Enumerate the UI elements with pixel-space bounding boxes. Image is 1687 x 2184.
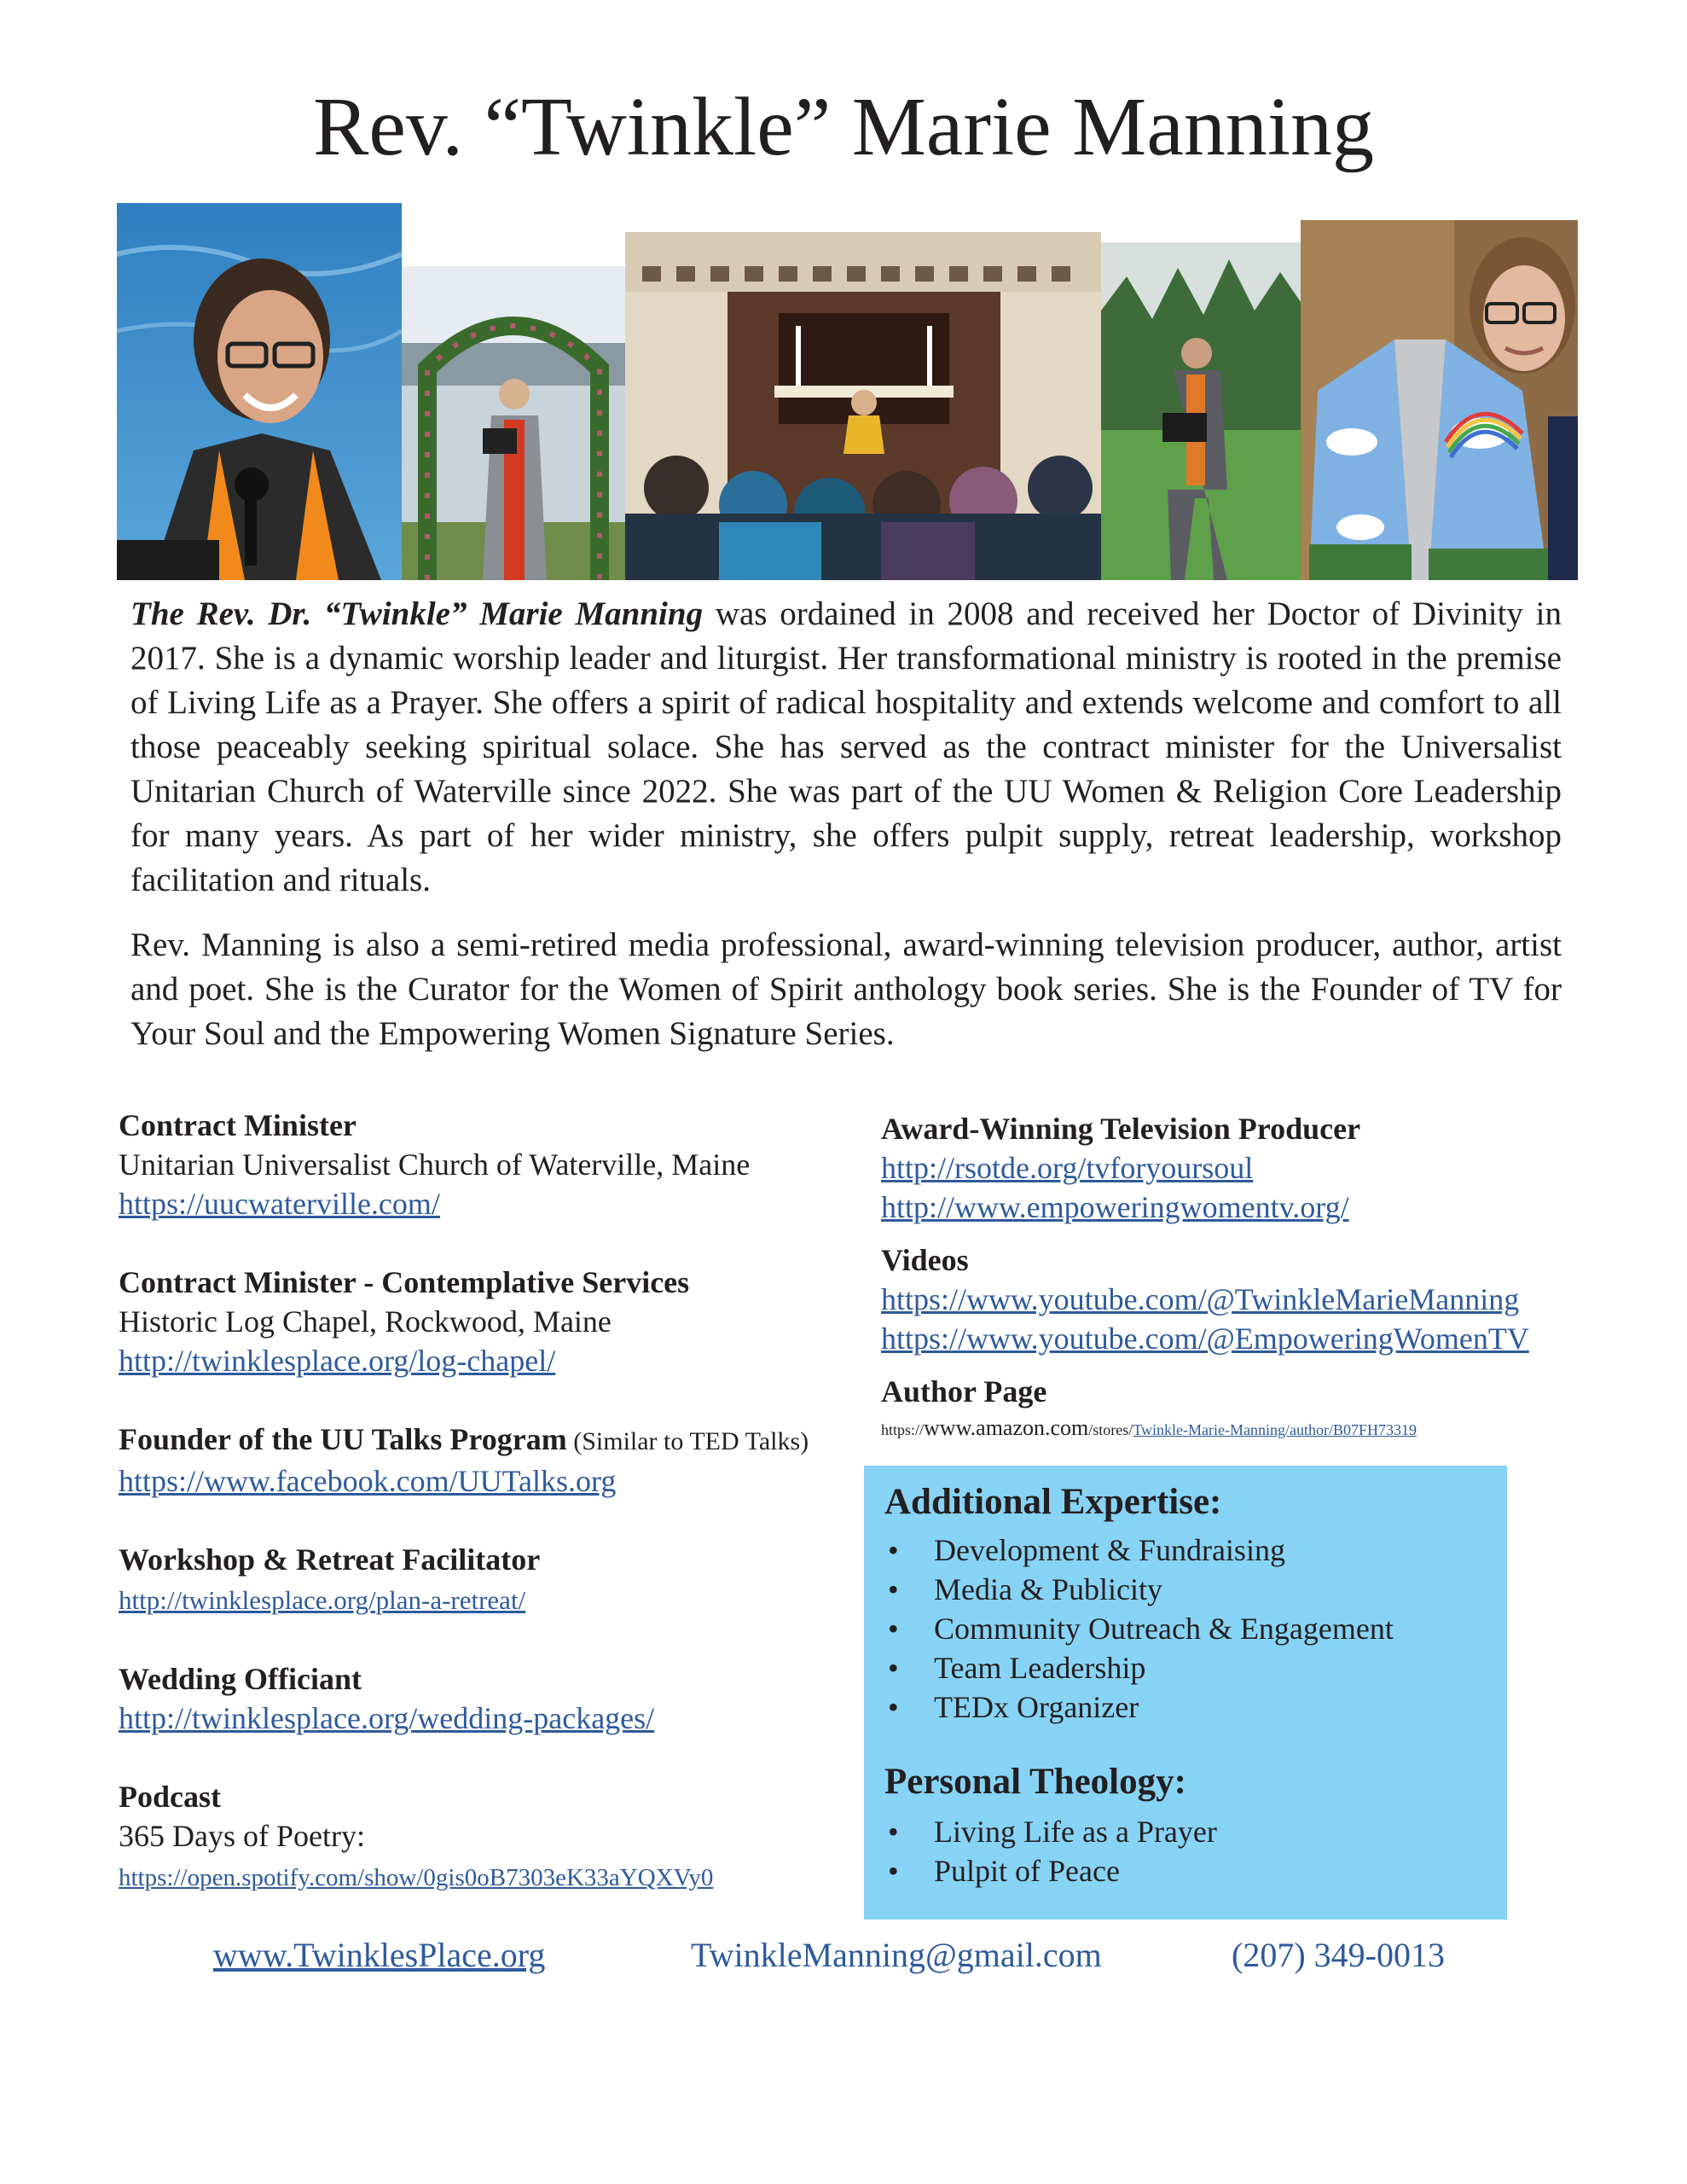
- phone-number: (207) 349-0013: [1232, 1936, 1445, 1974]
- uucwaterville-link[interactable]: https://uucwaterville.com/: [119, 1187, 440, 1221]
- entry-heading: Videos: [881, 1243, 969, 1277]
- list-item: • Living Life as a Prayer: [884, 1812, 1217, 1851]
- list-item: • TEDx Organizer: [884, 1687, 1394, 1727]
- entry-line: Historic Log Chapel, Rockwood, Maine: [119, 1304, 612, 1339]
- bio-paragraph-1: [130, 592, 1562, 903]
- list-item: • Development & Fundraising: [884, 1531, 1394, 1570]
- amazon-author-link[interactable]: Twinkle-Marie-Manning/author/B07FH73319: [1133, 1421, 1417, 1438]
- stole-photo: [1301, 220, 1578, 580]
- church-photo: [625, 232, 1101, 580]
- amazon-prefix: https://: [881, 1421, 925, 1438]
- list-item: • Community Outreach & Engagement: [884, 1609, 1394, 1648]
- page-title: Rev. “Twinkle” Marie Manning: [312, 81, 1375, 173]
- bio-text-1: was ordained in 2008 and received her Doctor of Divinity in 2017. She is a dynamic worship leader and liturgist. Her transformational ministry is rooted in the premise of Living Life as a Prayer. She offers a spirit of radical hospitality and extends welcome and comfort to all those peaceably seeking spiritual solace. She has served as the contract minister for the Universalist Unitarian Church of Waterville since 2022. She was part of the UU Women & Religion Core Leadership for many years. As part of her wider ministry, she offers pulpit supply, retreat leadership, workshop facilitation and rituals.: [130, 595, 1562, 898]
- entry-heading: Workshop & Retreat Facilitator: [119, 1542, 541, 1577]
- entry-podcast: [119, 1777, 861, 1897]
- empoweringwomentv-link[interactable]: http://www.empoweringwomentv.org/: [881, 1190, 1349, 1224]
- entry-contemplative-services: [119, 1263, 861, 1380]
- plan-a-retreat-link[interactable]: http://twinklesplace.org/plan-a-retreat/: [119, 1585, 526, 1615]
- entry-line: Unitarian Universalist Church of Waterville, Maine: [119, 1147, 751, 1182]
- tvforyoursoul-link[interactable]: http://rsotde.org/tvforyoursoul: [881, 1151, 1254, 1185]
- entry-tv-producer: [881, 1109, 1580, 1227]
- entry-heading: Founder of the UU Talks Program: [119, 1422, 567, 1456]
- wedding-photo: [402, 266, 625, 580]
- entry-line: 365 Days of Poetry:: [119, 1819, 365, 1853]
- biography: [130, 592, 1562, 1077]
- youtube-twinkle-link[interactable]: https://www.youtube.com/@TwinkleMarieManning: [881, 1282, 1520, 1316]
- photo-strip: [117, 203, 1578, 580]
- uutalks-facebook-link[interactable]: https://www.facebook.com/UUTalks.org: [119, 1464, 617, 1498]
- bio-paragraph-2: Rev. Manning is also a semi-retired media professional, award-winning television producer, author, artist and poet. She is the Curator for the Women of Spirit anthology book series. She is the Founder of TV for Your Soul and the Empowering Women Signature Series.: [130, 926, 1562, 1052]
- roles-left-column: [119, 1106, 861, 1897]
- portrait-photo: [117, 203, 402, 580]
- entry-heading: Contract Minister: [119, 1108, 357, 1142]
- log-chapel-link[interactable]: http://twinklesplace.org/log-chapel/: [119, 1344, 556, 1378]
- entry-note: (Similar to TED Talks): [566, 1427, 809, 1455]
- amazon-path: /stores/: [1088, 1421, 1133, 1438]
- roles-right-column: [881, 1109, 1580, 1447]
- entry-heading: Author Page: [881, 1374, 1047, 1409]
- entry-author-page: [881, 1372, 1580, 1447]
- entry-contract-minister: [119, 1106, 861, 1223]
- entry-heading: Podcast: [119, 1780, 221, 1814]
- email-address[interactable]: TwinkleManning@gmail.com: [691, 1936, 1102, 1974]
- spotify-link[interactable]: https://open.spotify.com/show/0gis0oB7303eK33aYQXVy0: [119, 1864, 714, 1891]
- entry-heading: Contract Minister - Contemplative Services: [119, 1265, 690, 1299]
- entry-workshop: [119, 1540, 861, 1620]
- entry-wedding: [119, 1659, 861, 1738]
- entry-videos: [881, 1240, 1580, 1358]
- expertise-panel: [864, 1466, 1507, 1920]
- theology-title: Personal Theology:: [884, 1762, 1186, 1802]
- youtube-empowering-link[interactable]: https://www.youtube.com/@EmpoweringWomenTV: [881, 1321, 1529, 1356]
- expertise-title: Additional Expertise:: [884, 1482, 1222, 1522]
- list-item: • Media & Publicity: [884, 1570, 1394, 1609]
- entry-heading: Wedding Officiant: [119, 1662, 362, 1696]
- outdoor-photo: [1101, 242, 1301, 580]
- entry-heading: Award-Winning Television Producer: [881, 1112, 1361, 1146]
- entry-uu-talks: [119, 1420, 861, 1501]
- amazon-url: [881, 1411, 1580, 1447]
- website-link[interactable]: www.TwinklesPlace.org: [213, 1936, 546, 1974]
- amazon-domain: www.amazon.com: [924, 1415, 1089, 1440]
- expertise-list: [884, 1531, 1394, 1727]
- list-item: • Pulpit of Peace: [884, 1851, 1217, 1891]
- bio-name: The Rev. Dr. “Twinkle” Marie Manning: [130, 595, 704, 632]
- theology-list: [884, 1812, 1217, 1891]
- list-item: • Team Leadership: [884, 1648, 1394, 1687]
- wedding-packages-link[interactable]: http://twinklesplace.org/wedding-packages/: [119, 1701, 655, 1735]
